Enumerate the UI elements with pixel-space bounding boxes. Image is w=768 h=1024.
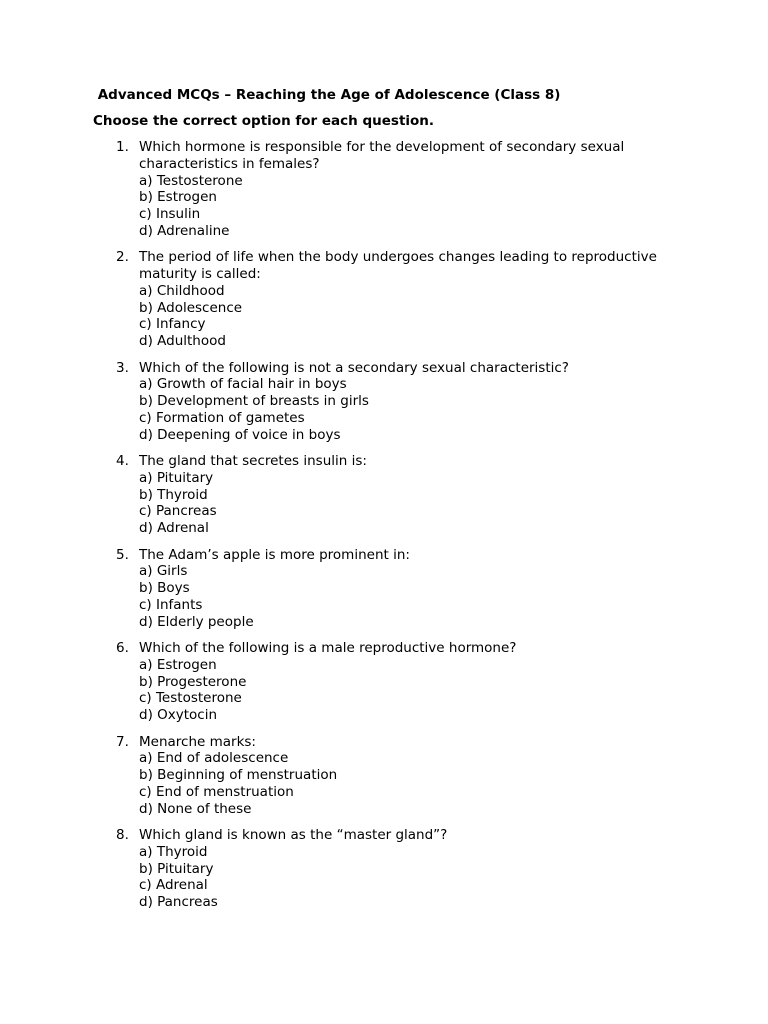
answer-option: c) Testosterone — [139, 690, 242, 707]
answer-option: d) Adrenaline — [139, 222, 230, 239]
answer-option: b) Adolescence — [139, 299, 243, 316]
answer-option: b) Pituitary — [139, 860, 214, 877]
answer-option: c) Adrenal — [139, 877, 208, 894]
page-title-text: Advanced MCQs – Reaching the Age of Adolescence (Class 8) — [97, 87, 561, 103]
answer-option: d) Pancreas — [139, 894, 218, 911]
question-stem: The Adam’s apple is more prominent in: — [139, 546, 410, 563]
answer-option: d) Elderly people — [139, 613, 254, 630]
answer-option: b) Estrogen — [139, 189, 217, 206]
answer-option: c) Formation of gametes — [139, 409, 305, 426]
question-item — [93, 547, 713, 631]
question-stem: The period of life when the body undergoes changes leading to reproductive maturity is called: — [139, 249, 657, 283]
answer-option: b) Boys — [139, 580, 190, 597]
answer-option: d) Deepening of voice in boys — [139, 426, 341, 443]
answer-option: b) Thyroid — [139, 486, 208, 503]
answer-option: a) Girls — [139, 563, 188, 580]
question-number: 5. — [116, 546, 129, 563]
question-stem: The gland that secretes insulin is: — [139, 453, 367, 470]
answer-option: c) Infants — [139, 596, 203, 613]
question-item — [93, 734, 713, 818]
answer-option: d) Adulthood — [139, 333, 226, 350]
answer-option: b) Beginning of menstruation — [139, 767, 338, 784]
answer-option: b) Progesterone — [139, 673, 247, 690]
answer-option: d) None of these — [139, 800, 252, 817]
question-number: 3. — [116, 359, 129, 376]
answer-option: a) Pituitary — [139, 469, 214, 486]
answer-option: d) Adrenal — [139, 520, 209, 537]
page-title — [93, 86, 713, 104]
question-stem: Which of the following is not a secondary sexual characteristic? — [139, 359, 569, 376]
answer-option: a) Testosterone — [139, 172, 243, 189]
answer-option: c) Pancreas — [139, 503, 217, 520]
question-number: 6. — [116, 640, 129, 657]
question-number: 8. — [116, 826, 129, 843]
answer-option: b) Development of breasts in girls — [139, 393, 369, 410]
question-list — [93, 139, 713, 911]
document-page — [93, 86, 713, 920]
answer-option: a) Growth of facial hair in boys — [139, 376, 347, 393]
question-stem: Menarche marks: — [139, 733, 256, 750]
question-item — [93, 249, 713, 350]
question-number: 7. — [116, 733, 129, 750]
answer-option: a) Thyroid — [139, 843, 208, 860]
answer-option: a) End of adolescence — [139, 750, 289, 767]
question-number: 1. — [116, 139, 129, 155]
question-number: 4. — [116, 453, 129, 470]
answer-option: c) Infancy — [139, 316, 206, 333]
question-item — [93, 139, 713, 240]
question-stem: Which of the following is a male reproductive hormone? — [139, 640, 517, 657]
question-number: 2. — [116, 249, 129, 266]
answer-option: d) Oxytocin — [139, 707, 218, 724]
question-stem: Which gland is known as the “master gland”? — [139, 826, 448, 843]
answer-option: a) Estrogen — [139, 656, 217, 673]
question-item — [93, 453, 713, 537]
answer-option: c) End of menstruation — [139, 783, 294, 800]
question-item — [93, 640, 713, 724]
question-item — [93, 827, 713, 911]
answer-option: c) Insulin — [139, 206, 201, 223]
answer-option: a) Childhood — [139, 282, 225, 299]
question-stem: Which hormone is responsible for the development of secondary sexual characteristics in females? — [139, 139, 625, 172]
instruction-text: Choose the correct option for each question. — [93, 113, 435, 129]
question-item — [93, 360, 713, 444]
